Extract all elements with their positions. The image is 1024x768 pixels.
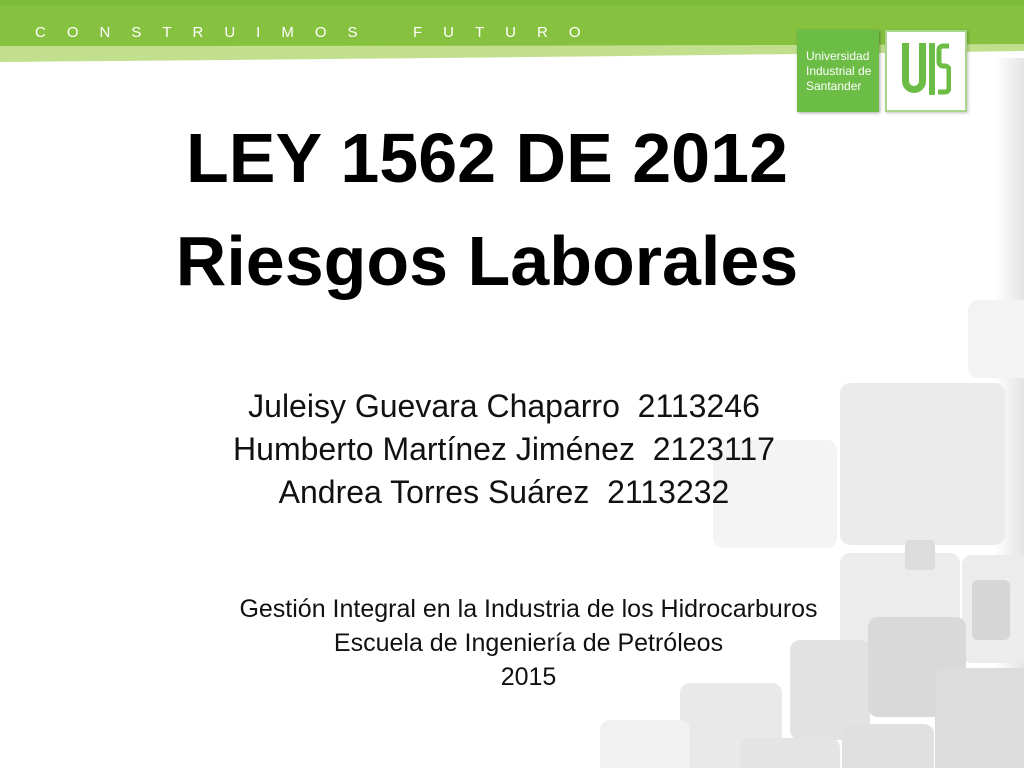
title-line: LEY 1562 DE 2012 — [186, 119, 788, 197]
author-code: 2113246 — [637, 388, 760, 424]
decor-square — [972, 580, 1010, 640]
decor-square — [740, 738, 840, 768]
decor-square — [600, 720, 690, 768]
decor-square — [935, 668, 1024, 768]
author-code: 2113232 — [607, 474, 730, 510]
course-info — [128, 592, 929, 694]
decor-square — [905, 540, 935, 570]
author-row — [154, 385, 854, 428]
university-logo — [797, 30, 879, 112]
slogan-word: CONSTRUIMOS — [35, 24, 379, 41]
slogan-word: FUTURO — [413, 24, 602, 41]
school-name: Escuela de Ingeniería de Petróleos — [333, 629, 724, 657]
author-code: 2123117 — [652, 431, 775, 467]
decor-square — [968, 300, 1024, 378]
uis-monogram-icon — [901, 41, 951, 101]
slide-title — [137, 107, 837, 313]
author-name: Juleisy Guevara Chaparro — [248, 388, 620, 424]
author-name: Andrea Torres Suárez — [278, 474, 590, 510]
logo-text-line: Universidad — [806, 49, 870, 63]
logo-text-line: Santander — [806, 79, 862, 93]
author-row — [154, 471, 854, 514]
title-line: Riesgos Laborales — [175, 222, 799, 300]
uis-logo-mark — [885, 30, 967, 112]
author-row — [154, 428, 854, 471]
authors-list — [154, 385, 854, 514]
year: 2015 — [500, 663, 557, 691]
decor-square — [842, 724, 934, 768]
author-name: Humberto Martínez Jiménez — [233, 431, 635, 467]
logo-text-line: Industrial de — [806, 64, 872, 78]
decor-square — [840, 383, 1005, 545]
course-name: Gestión Integral en la Industria de los Hidrocarburos — [239, 595, 818, 623]
